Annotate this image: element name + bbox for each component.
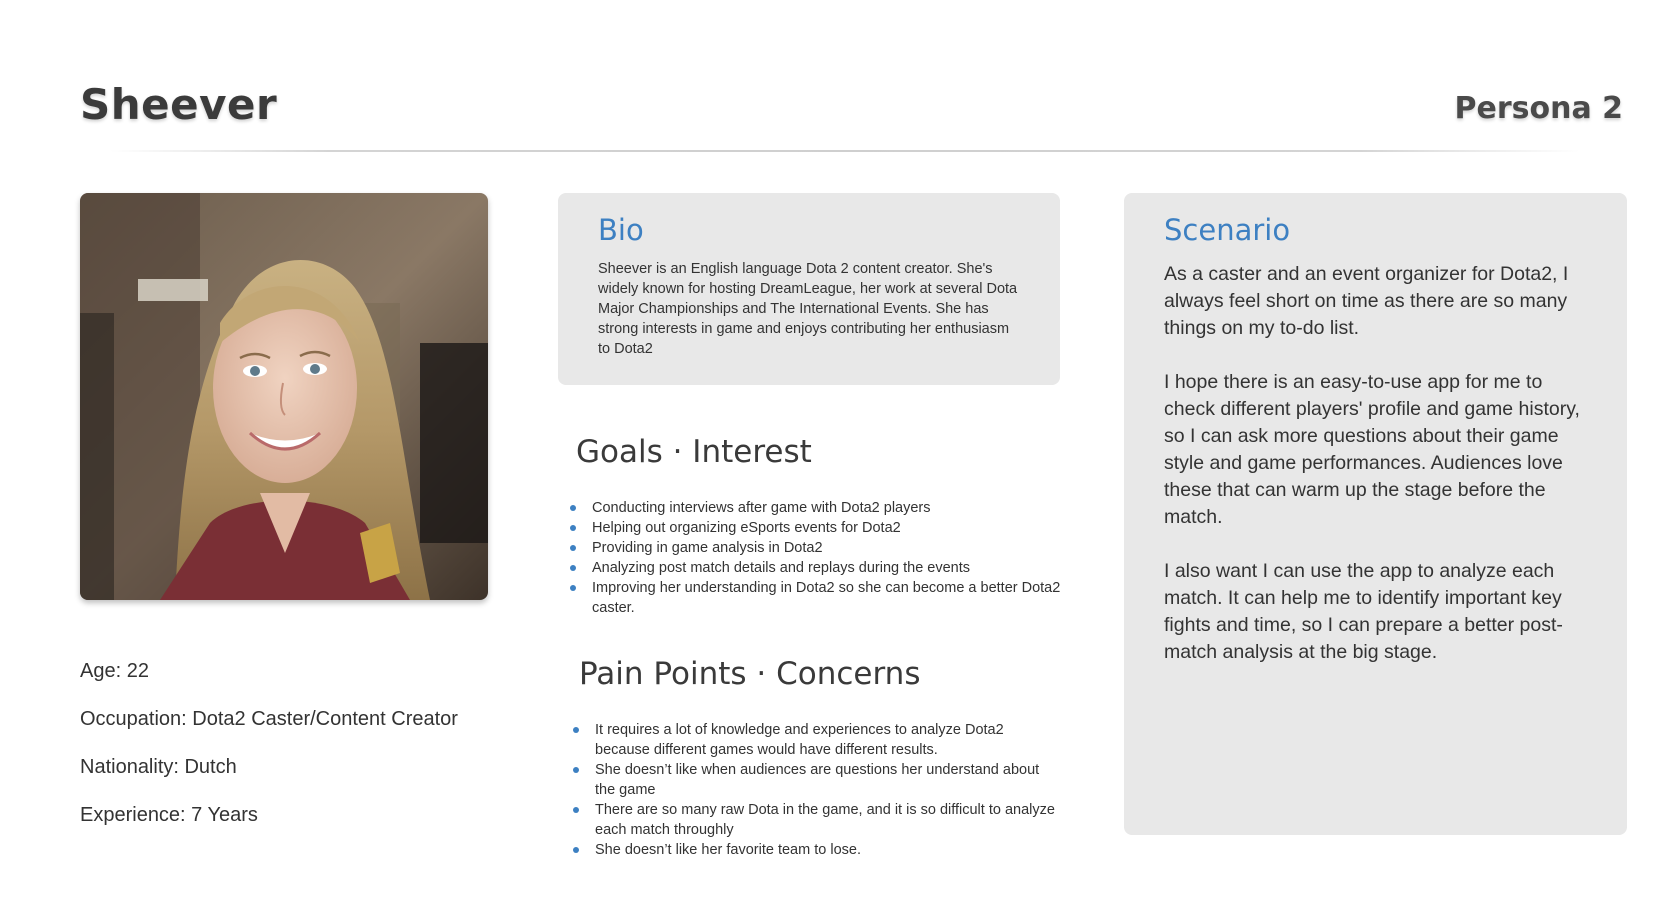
bullet-icon <box>570 525 576 531</box>
scenario-card <box>1124 193 1627 835</box>
pain-point-text: It requires a lot of knowledge and experiences to analyze Dota2 because different games would have different results. <box>595 722 1004 758</box>
scenario-paragraph: I hope there is an easy-to-use app for me to check different players' profile and game history, so I can ask more questions about their game style and game performances. Audiences love these that can warm up the stage before the match. <box>1164 371 1580 528</box>
bullet-icon <box>573 767 579 773</box>
scenario-paragraph: I also want I can use the app to analyze each match. It can help me to identify important key fights and time, so I can prepare a better post-match analysis at the big stage. <box>1164 560 1563 663</box>
list-item <box>569 720 1059 760</box>
goal-text: Providing in game analysis in Dota2 <box>592 540 823 556</box>
nationality-field: Nationality: Dutch <box>80 756 237 778</box>
occupation-field: Occupation: Dota2 Caster/Content Creator <box>80 708 458 730</box>
pain-point-text: She doesn’t like when audiences are questions her understand about the game <box>595 762 1040 798</box>
profile-facts <box>80 656 458 848</box>
list-item <box>569 840 1059 860</box>
list-item <box>569 760 1059 800</box>
bullet-icon <box>570 565 576 571</box>
list-item <box>566 538 1066 558</box>
bullet-icon <box>570 505 576 511</box>
goal-text: Conducting interviews after game with Dota2 players <box>592 500 931 516</box>
portrait-photo <box>80 193 488 600</box>
bullet-icon <box>573 847 579 853</box>
pain-points-list <box>569 720 1059 860</box>
pain-point-text: She doesn’t like her favorite team to lose. <box>595 842 861 858</box>
bio-text: Sheever is an English language Dota 2 content creator. She's widely known for hosting DreamLeague, her work at several Dota Major Championships and The International Events. She has strong interests in game and enjoys contributing her enthusiasm to Dota2 <box>598 261 1018 357</box>
scenario-paragraph: As a caster and an event organizer for Dota2, I always feel short on time as there are so many things on my to-do list. <box>1164 263 1569 339</box>
goals-list <box>566 498 1066 618</box>
goal-text: Analyzing post match details and replays during the events <box>592 560 971 576</box>
scenario-heading: Scenario <box>1164 213 1291 247</box>
pain-point-text: There are so many raw Dota in the game, and it is so difficult to analyze each match throughly <box>595 802 1055 838</box>
goal-text: Helping out organizing eSports events for Dota2 <box>592 520 901 536</box>
age-field: Age: 22 <box>80 660 149 682</box>
list-item <box>566 518 1066 538</box>
bio-card <box>558 193 1060 385</box>
persona-name: Sheever <box>80 80 278 129</box>
bullet-icon <box>570 545 576 551</box>
scenario-body <box>1164 261 1594 693</box>
goal-text: Improving her understanding in Dota2 so she can become a better Dota2 caster. <box>592 580 1061 616</box>
pain-points-heading: Pain Points · Concerns <box>579 656 921 692</box>
header-divider <box>110 150 1580 152</box>
bullet-icon <box>570 585 576 591</box>
bio-heading: Bio <box>598 213 644 247</box>
list-item <box>566 578 1066 618</box>
experience-field: Experience: 7 Years <box>80 804 258 826</box>
goals-heading: Goals · Interest <box>576 434 812 470</box>
bullet-icon <box>573 807 579 813</box>
list-item <box>566 498 1066 518</box>
list-item <box>569 800 1059 840</box>
persona-label: Persona 2 <box>1454 91 1623 126</box>
list-item <box>566 558 1066 578</box>
bullet-icon <box>573 727 579 733</box>
